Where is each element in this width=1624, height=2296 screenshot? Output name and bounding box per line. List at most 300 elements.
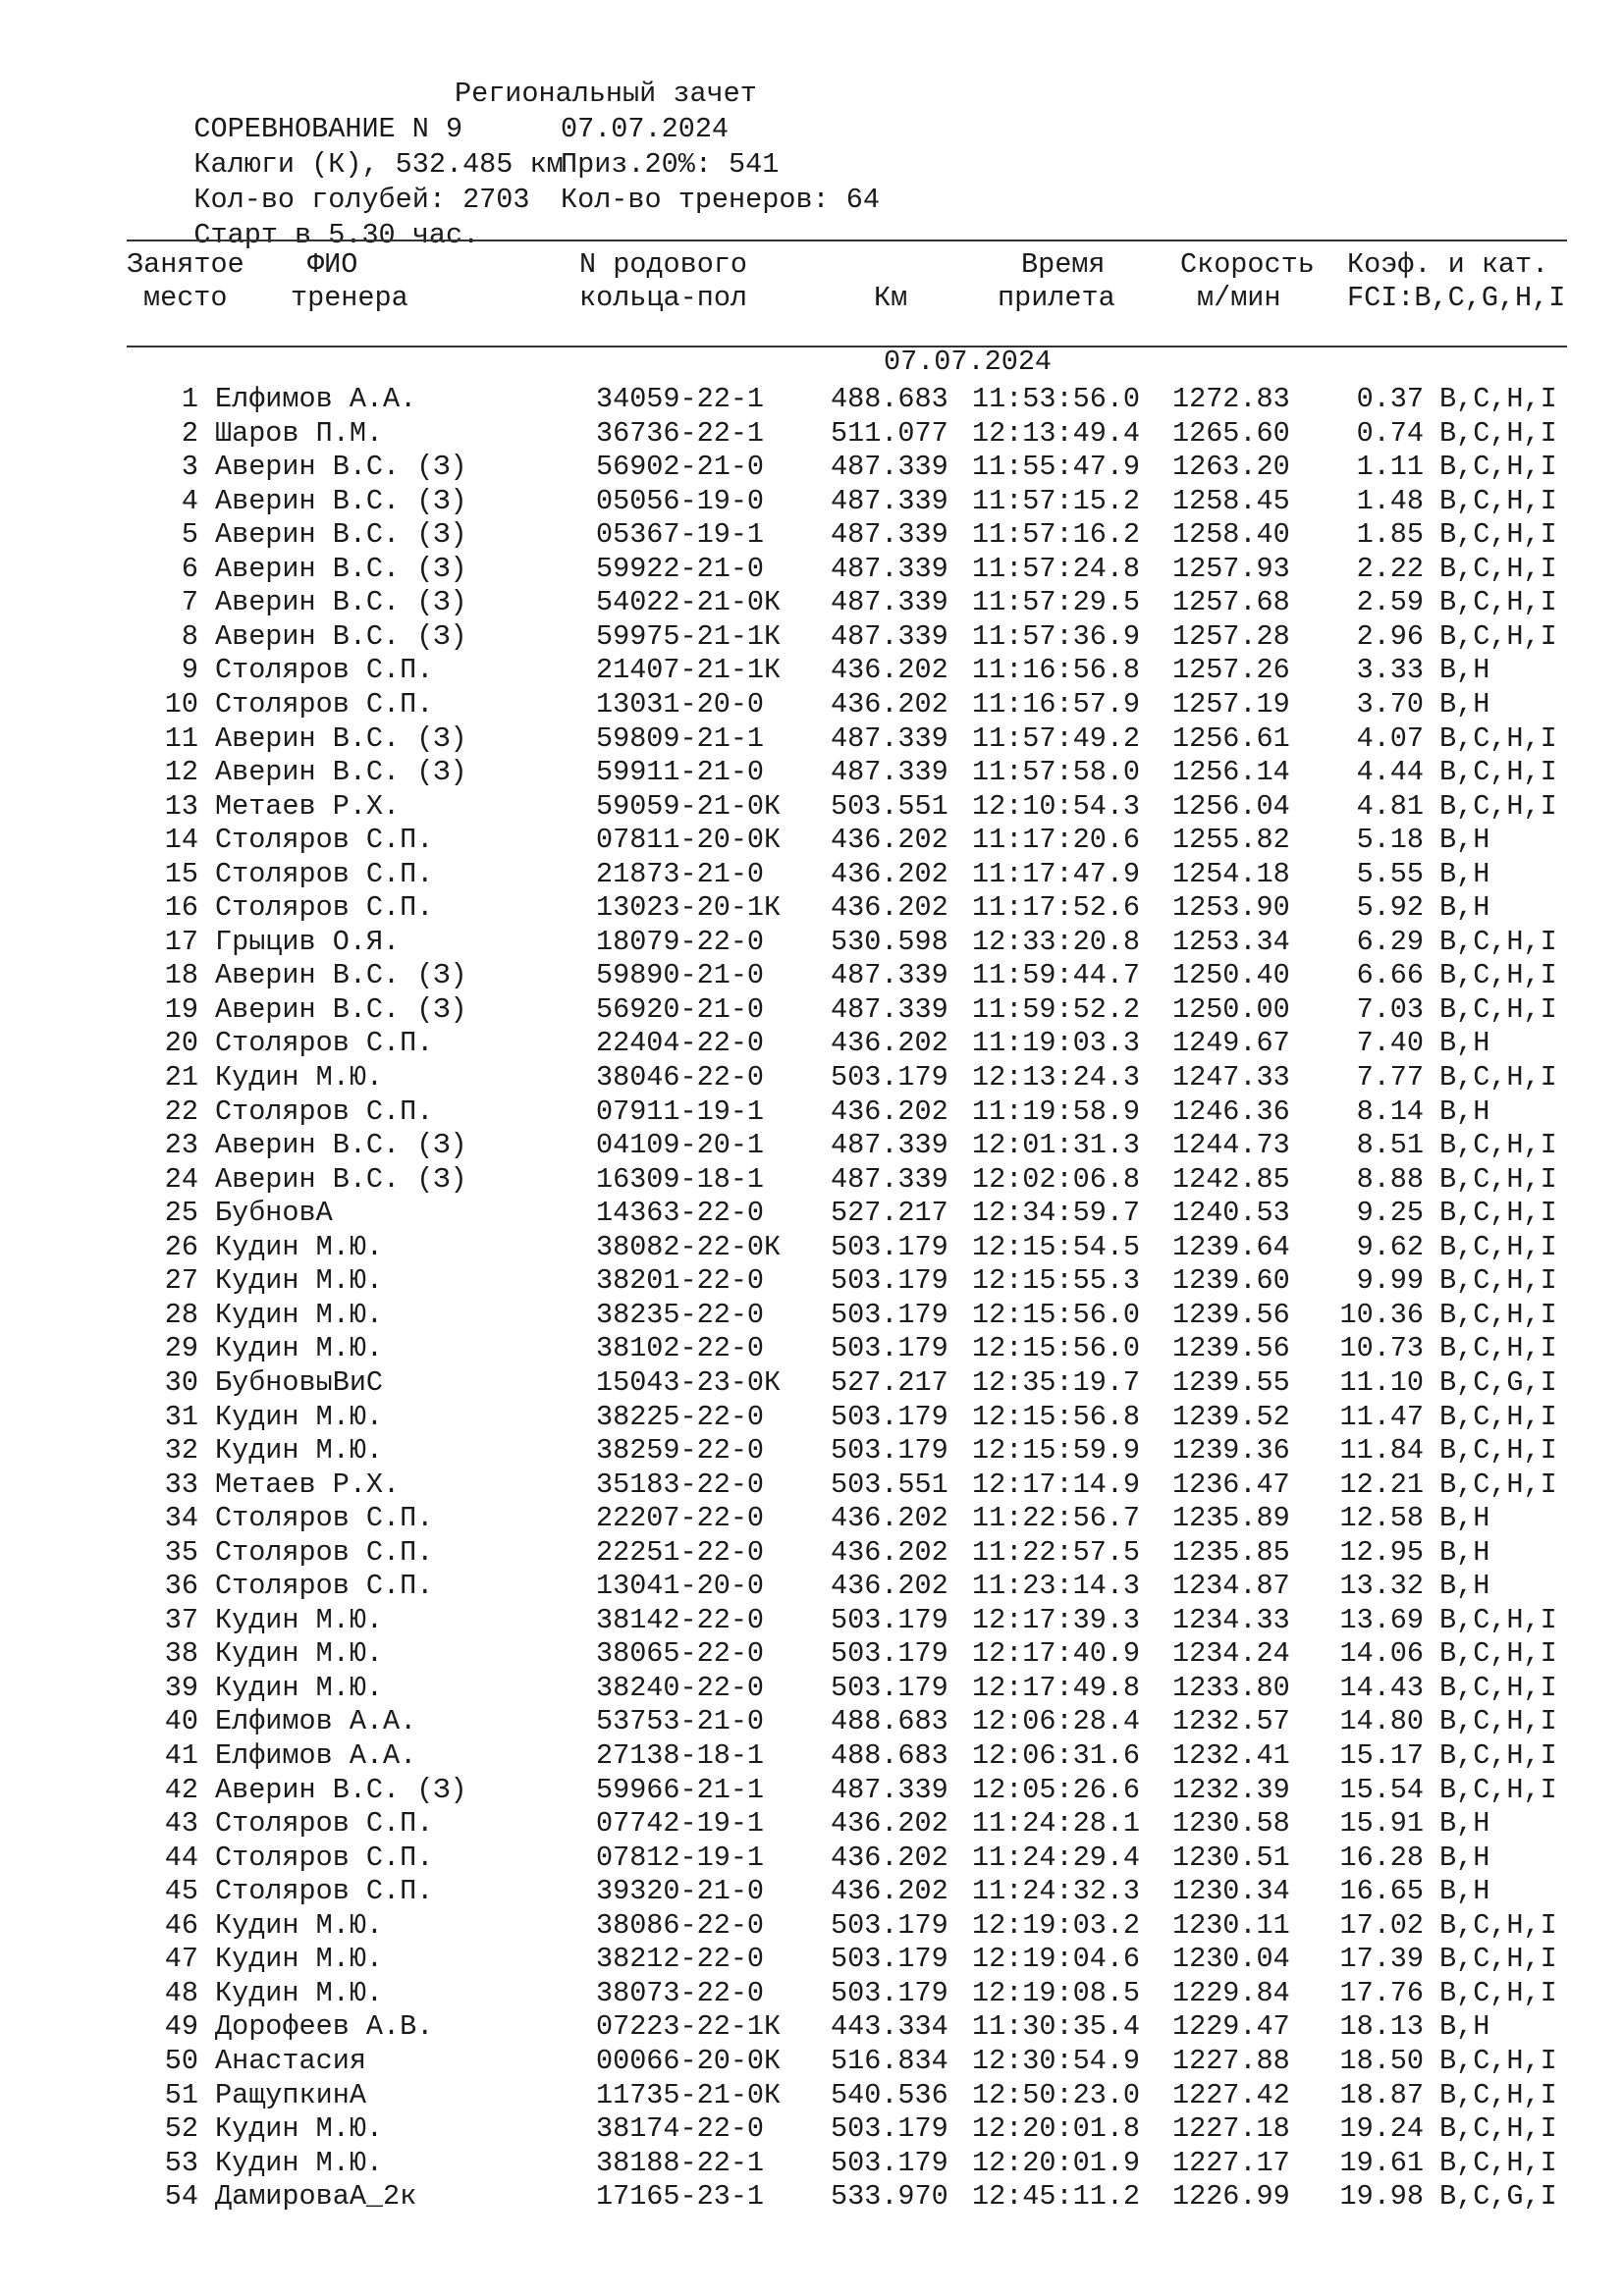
- cell-km: 503.179: [831, 1400, 948, 1433]
- cell-ring: 00066-20-0К: [596, 2044, 782, 2077]
- cell-place: 22: [164, 1095, 198, 1128]
- cell-ring: 38174-22-0: [596, 2112, 765, 2146]
- cell-time: 12:35:19.7: [972, 1365, 1141, 1399]
- cell-speed: 1244.73: [1172, 1129, 1290, 1162]
- cell-time: 12:17:49.8: [972, 1671, 1141, 1704]
- cell-ring: 04109-20-1: [596, 1129, 765, 1162]
- cell-km: 503.179: [831, 1230, 948, 1263]
- table-row: [0, 1842, 1624, 1876]
- cell-speed: 1258.40: [1172, 518, 1290, 552]
- cell-speed: 1258.45: [1172, 484, 1290, 517]
- cell-name: Аверин В.С. (З): [215, 451, 467, 484]
- table-row: [0, 1061, 1624, 1095]
- table-row: [0, 1536, 1624, 1571]
- cell-cat: B,H: [1439, 1095, 1490, 1128]
- cell-coef: 9.25: [1356, 1197, 1424, 1230]
- cell-cat: B,C,H,I: [1439, 1976, 1557, 2009]
- cell-coef: 18.13: [1339, 2010, 1424, 2044]
- cell-place: 11: [164, 721, 198, 755]
- cell-cat: B,C,H,I: [1439, 1162, 1557, 1196]
- cell-time: 11:57:29.5: [972, 586, 1141, 619]
- cell-place: 37: [164, 1603, 198, 1636]
- cell-time: 12:19:04.6: [972, 1943, 1141, 1976]
- col-head-time-1: Время: [1021, 248, 1106, 281]
- cell-name: Столяров С.П.: [215, 1807, 434, 1841]
- cell-ring: 38188-22-1: [596, 2146, 765, 2179]
- cell-coef: 19.98: [1339, 2180, 1424, 2214]
- cell-speed: 1232.41: [1172, 1739, 1290, 1772]
- cell-ring: 16309-18-1: [596, 1162, 765, 1196]
- cell-cat: B,C,H,I: [1439, 416, 1557, 450]
- cell-speed: 1250.40: [1172, 959, 1290, 992]
- cell-name: ДамироваА_2к: [215, 2180, 417, 2214]
- cell-km: 436.202: [831, 1502, 948, 1535]
- cell-cat: B,C,H,I: [1439, 992, 1557, 1026]
- cell-time: 11:16:56.8: [972, 654, 1141, 687]
- cell-time: 11:19:58.9: [972, 1095, 1141, 1128]
- cell-ring: 22207-22-0: [596, 1502, 765, 1535]
- cell-name: Кудин М.Ю.: [215, 1603, 384, 1636]
- cell-name: Столяров С.П.: [215, 1095, 434, 1128]
- cell-name: Шаров П.М.: [215, 416, 384, 450]
- col-head-name-2: тренера: [291, 282, 408, 314]
- cell-place: 32: [164, 1434, 198, 1468]
- cell-name: Аверин В.С. (З): [215, 619, 467, 653]
- cell-time: 12:06:28.4: [972, 1705, 1141, 1738]
- cell-coef: 2.96: [1356, 619, 1424, 653]
- cell-place: 17: [164, 925, 198, 958]
- cell-cat: B,C,H,I: [1439, 959, 1557, 992]
- cell-km: 487.339: [831, 756, 948, 789]
- cell-name: Кудин М.Ю.: [215, 2146, 384, 2179]
- table-row: [0, 2010, 1624, 2045]
- cell-place: 8: [181, 619, 198, 653]
- cell-ring: 56902-21-0: [596, 451, 765, 484]
- cell-speed: 1227.42: [1172, 2078, 1290, 2111]
- cell-speed: 1234.33: [1172, 1603, 1290, 1636]
- table-row: [0, 1570, 1624, 1604]
- col-head-coef-2: FCI:B,C,G,H,I: [1347, 282, 1566, 314]
- table-row: [0, 1943, 1624, 1977]
- table-row: [0, 756, 1624, 790]
- cell-speed: 1253.34: [1172, 925, 1290, 958]
- cell-speed: 1247.33: [1172, 1061, 1290, 1094]
- cell-time: 11:57:36.9: [972, 619, 1141, 653]
- cell-speed: 1235.85: [1172, 1535, 1290, 1569]
- cell-name: Кудин М.Ю.: [215, 1908, 384, 1942]
- col-head-speed-2: м/мин: [1197, 282, 1281, 314]
- top-rule: [127, 240, 1567, 241]
- table-row: [0, 518, 1624, 553]
- cell-km: 487.339: [831, 451, 948, 484]
- table-row: [0, 2112, 1624, 2147]
- table-row: [0, 926, 1624, 960]
- cell-coef: 15.17: [1339, 1739, 1424, 1772]
- cell-cat: B,C,H,I: [1439, 518, 1557, 552]
- cell-km: 533.970: [831, 2180, 948, 2214]
- cell-ring: 17165-23-1: [596, 2180, 765, 2214]
- cell-speed: 1230.51: [1172, 1841, 1290, 1874]
- cell-place: 30: [164, 1365, 198, 1399]
- cell-cat: B,C,H,I: [1439, 383, 1557, 415]
- cell-cat: B,H: [1439, 1027, 1490, 1060]
- cell-name: Аверин В.С. (З): [215, 586, 467, 619]
- cell-name: Столяров С.П.: [215, 1502, 434, 1535]
- cell-ring: 38235-22-0: [596, 1298, 765, 1331]
- cell-coef: 17.02: [1339, 1908, 1424, 1942]
- cell-km: 503.179: [831, 1603, 948, 1636]
- cell-ring: 07223-22-1К: [596, 2010, 782, 2044]
- col-head-place-2: место: [143, 282, 228, 314]
- cell-coef: 14.80: [1339, 1705, 1424, 1738]
- table-row: [0, 1264, 1624, 1299]
- cell-speed: 1230.58: [1172, 1807, 1290, 1841]
- cell-km: 487.339: [831, 992, 948, 1026]
- cell-time: 12:20:01.8: [972, 2112, 1141, 2146]
- cell-name: Дорофеев А.В.: [215, 2010, 434, 2044]
- cell-time: 12:19:08.5: [972, 1976, 1141, 2009]
- col-head-time-2: прилета: [998, 282, 1115, 314]
- cell-ring: 38201-22-0: [596, 1264, 765, 1298]
- cell-speed: 1256.61: [1172, 721, 1290, 755]
- cell-km: 436.202: [831, 1807, 948, 1841]
- cell-speed: 1257.19: [1172, 687, 1290, 721]
- cell-place: 18: [164, 959, 198, 992]
- cell-coef: 19.61: [1339, 2146, 1424, 2179]
- col-head-name-1: ФИО: [307, 248, 358, 281]
- table-row: [0, 1672, 1624, 1706]
- cell-cat: B,C,H,I: [1439, 756, 1557, 789]
- cell-cat: B,C,H,I: [1439, 1773, 1557, 1806]
- cell-speed: 1239.56: [1172, 1298, 1290, 1331]
- cell-ring: 38086-22-0: [596, 1908, 765, 1942]
- cell-place: 7: [181, 586, 198, 619]
- cell-cat: B,C,H,I: [1439, 1705, 1557, 1738]
- cell-cat: B,C,H,I: [1439, 721, 1557, 755]
- cell-time: 12:15:55.3: [972, 1264, 1141, 1298]
- cell-speed: 1265.60: [1172, 416, 1290, 450]
- cell-ring: 34059-22-1: [596, 383, 765, 415]
- cell-coef: 0.37: [1356, 383, 1424, 415]
- cell-km: 436.202: [831, 1841, 948, 1874]
- cell-km: 488.683: [831, 1739, 948, 1772]
- cell-coef: 4.07: [1356, 721, 1424, 755]
- cell-place: 31: [164, 1400, 198, 1433]
- cell-time: 12:06:31.6: [972, 1739, 1141, 1772]
- cell-place: 14: [164, 824, 198, 857]
- cell-coef: 12.58: [1339, 1502, 1424, 1535]
- cell-km: 487.339: [831, 721, 948, 755]
- cell-name: Столяров С.П.: [215, 857, 434, 890]
- cell-km: 527.217: [831, 1197, 948, 1230]
- table-row: [0, 1502, 1624, 1536]
- cell-speed: 1249.67: [1172, 1027, 1290, 1060]
- cell-time: 11:17:20.6: [972, 824, 1141, 857]
- cell-name: Кудин М.Ю.: [215, 1061, 384, 1094]
- cell-speed: 1250.00: [1172, 992, 1290, 1026]
- cell-name: Столяров С.П.: [215, 1535, 434, 1569]
- cell-name: Кудин М.Ю.: [215, 2112, 384, 2146]
- cell-speed: 1239.52: [1172, 1400, 1290, 1433]
- cell-speed: 1256.14: [1172, 756, 1290, 789]
- cell-coef: 6.66: [1356, 959, 1424, 992]
- table-row: [0, 1739, 1624, 1774]
- section-date: 07.07.2024: [884, 346, 1053, 378]
- cell-name: Анастасия: [215, 2044, 366, 2077]
- cell-name: Метаев Р.Х.: [215, 1468, 401, 1501]
- cell-name: Метаев Р.Х.: [215, 789, 401, 823]
- cell-km: 436.202: [831, 891, 948, 925]
- cell-speed: 1257.93: [1172, 552, 1290, 585]
- start-time: Старт в 5.30 час.: [193, 219, 480, 251]
- cell-cat: B,H: [1439, 687, 1490, 721]
- cell-time: 12:02:06.8: [972, 1162, 1141, 1196]
- table-row: [0, 1434, 1624, 1468]
- cell-km: 443.334: [831, 2010, 948, 2044]
- cell-time: 12:15:59.9: [972, 1434, 1141, 1468]
- cell-cat: B,C,G,I: [1439, 1365, 1557, 1399]
- cell-speed: 1253.90: [1172, 891, 1290, 925]
- cell-ring: 05367-19-1: [596, 518, 765, 552]
- table-row: [0, 586, 1624, 620]
- cell-ring: 38046-22-0: [596, 1061, 765, 1094]
- cell-coef: 11.84: [1339, 1434, 1424, 1468]
- cell-km: 436.202: [831, 1875, 948, 1908]
- table-row: [0, 790, 1624, 825]
- cell-place: 9: [181, 654, 198, 687]
- cell-cat: B,C,H,I: [1439, 1129, 1557, 1162]
- cell-time: 11:23:14.3: [972, 1570, 1141, 1603]
- cell-km: 503.179: [831, 2112, 948, 2146]
- cell-name: Кудин М.Ю.: [215, 1264, 384, 1298]
- table-row: [0, 959, 1624, 993]
- cell-place: 54: [164, 2180, 198, 2214]
- cell-speed: 1232.39: [1172, 1773, 1290, 1806]
- cell-coef: 10.36: [1339, 1298, 1424, 1331]
- cell-coef: 12.21: [1339, 1468, 1424, 1501]
- cell-speed: 1242.85: [1172, 1162, 1290, 1196]
- cell-place: 41: [164, 1739, 198, 1772]
- cell-time: 12:45:11.2: [972, 2180, 1141, 2214]
- cell-cat: B,H: [1439, 824, 1490, 857]
- cell-time: 12:15:54.5: [972, 1230, 1141, 1263]
- cell-coef: 9.99: [1356, 1264, 1424, 1298]
- cell-ring: 13023-20-1К: [596, 891, 782, 925]
- cell-time: 12:33:20.8: [972, 925, 1141, 958]
- cell-coef: 18.50: [1339, 2044, 1424, 2077]
- table-row: [0, 1332, 1624, 1366]
- cell-coef: 8.88: [1356, 1162, 1424, 1196]
- cell-place: 38: [164, 1637, 198, 1671]
- cell-time: 11:19:03.3: [972, 1027, 1141, 1060]
- col-head-ring-2: кольца-пол: [579, 282, 748, 314]
- cell-cat: B,H: [1439, 1841, 1490, 1874]
- cell-speed: 1256.04: [1172, 789, 1290, 823]
- cell-ring: 59809-21-1: [596, 721, 765, 755]
- cell-speed: 1240.53: [1172, 1197, 1290, 1230]
- cell-name: Аверин В.С. (З): [215, 518, 467, 552]
- cell-ring: 07811-20-0К: [596, 824, 782, 857]
- cell-coef: 5.55: [1356, 857, 1424, 890]
- table-row: [0, 688, 1624, 722]
- cell-time: 11:22:56.7: [972, 1502, 1141, 1535]
- table-row: [0, 2045, 1624, 2079]
- cell-time: 12:20:01.9: [972, 2146, 1141, 2179]
- table-row: [0, 1909, 1624, 1944]
- cell-km: 487.339: [831, 518, 948, 552]
- cell-speed: 1230.11: [1172, 1908, 1290, 1942]
- cell-place: 16: [164, 891, 198, 925]
- cell-speed: 1233.80: [1172, 1671, 1290, 1704]
- cell-cat: B,C,H,I: [1439, 552, 1557, 585]
- cell-cat: B,H: [1439, 857, 1490, 890]
- cell-cat: B,C,H,I: [1439, 1908, 1557, 1942]
- cell-name: Кудин М.Ю.: [215, 1400, 384, 1433]
- cell-km: 516.834: [831, 2044, 948, 2077]
- cell-name: Столяров С.П.: [215, 1841, 434, 1874]
- header-rule: [127, 346, 1567, 347]
- cell-km: 503.179: [831, 1976, 948, 2009]
- cell-name: Кудин М.Ю.: [215, 1230, 384, 1263]
- cell-name: Аверин В.С. (З): [215, 552, 467, 585]
- cell-place: 36: [164, 1570, 198, 1603]
- cell-name: Кудин М.Ю.: [215, 1976, 384, 2009]
- cell-cat: B,C,H,I: [1439, 1637, 1557, 1671]
- cell-coef: 0.74: [1356, 416, 1424, 450]
- cell-cat: B,H: [1439, 1570, 1490, 1603]
- cell-place: 20: [164, 1027, 198, 1060]
- cell-time: 12:15:56.0: [972, 1298, 1141, 1331]
- cell-time: 11:30:35.4: [972, 2010, 1141, 2044]
- table-row: [0, 1468, 1624, 1503]
- cell-name: Елфимов А.А.: [215, 1739, 417, 1772]
- cell-coef: 17.39: [1339, 1943, 1424, 1976]
- cell-name: Столяров С.П.: [215, 1027, 434, 1060]
- cell-place: 4: [181, 484, 198, 517]
- cell-cat: B,C,H,I: [1439, 484, 1557, 517]
- cell-speed: 1272.83: [1172, 383, 1290, 415]
- table-row: [0, 383, 1624, 417]
- cell-ring: 38225-22-0: [596, 1400, 765, 1433]
- cell-coef: 8.51: [1356, 1129, 1424, 1162]
- cell-ring: 11735-21-0К: [596, 2078, 782, 2111]
- table-row: [0, 722, 1624, 757]
- cell-speed: 1257.28: [1172, 619, 1290, 653]
- cell-cat: B,C,H,I: [1439, 619, 1557, 653]
- table-row: [0, 1401, 1624, 1435]
- cell-time: 11:57:15.2: [972, 484, 1141, 517]
- cell-km: 436.202: [831, 824, 948, 857]
- cell-speed: 1239.64: [1172, 1230, 1290, 1263]
- cell-speed: 1230.34: [1172, 1875, 1290, 1908]
- cell-place: 27: [164, 1264, 198, 1298]
- cell-place: 28: [164, 1298, 198, 1331]
- cell-place: 40: [164, 1705, 198, 1738]
- cell-name: Кудин М.Ю.: [215, 1671, 384, 1704]
- cell-coef: 4.44: [1356, 756, 1424, 789]
- cell-place: 10: [164, 687, 198, 721]
- cell-km: 436.202: [831, 857, 948, 890]
- cell-cat: B,C,H,I: [1439, 1400, 1557, 1433]
- cell-place: 47: [164, 1943, 198, 1976]
- cell-km: 503.551: [831, 789, 948, 823]
- cell-time: 11:57:16.2: [972, 518, 1141, 552]
- cell-time: 11:57:49.2: [972, 721, 1141, 755]
- cell-place: 2: [181, 416, 198, 450]
- table-row: [0, 1163, 1624, 1198]
- cell-ring: 05056-19-0: [596, 484, 765, 517]
- cell-ring: 39320-21-0: [596, 1875, 765, 1908]
- cell-ring: 21407-21-1К: [596, 654, 782, 687]
- cell-place: 48: [164, 1976, 198, 2009]
- cell-time: 11:24:32.3: [972, 1875, 1141, 1908]
- cell-name: Столяров С.П.: [215, 824, 434, 857]
- cell-coef: 2.59: [1356, 586, 1424, 619]
- table-row: [0, 858, 1624, 892]
- cell-time: 11:59:52.2: [972, 992, 1141, 1026]
- cell-speed: 1239.55: [1172, 1365, 1290, 1399]
- cell-name: Кудин М.Ю.: [215, 1434, 384, 1468]
- cell-cat: B,C,H,I: [1439, 1061, 1557, 1094]
- table-row: [0, 1129, 1624, 1163]
- cell-name: Столяров С.П.: [215, 1570, 434, 1603]
- cell-km: 487.339: [831, 586, 948, 619]
- cell-ring: 38240-22-0: [596, 1671, 765, 1704]
- cell-ring: 36736-22-1: [596, 416, 765, 450]
- table-row: [0, 1637, 1624, 1672]
- cell-ring: 21873-21-0: [596, 857, 765, 890]
- cell-time: 11:53:56.0: [972, 383, 1141, 415]
- cell-speed: 1232.57: [1172, 1705, 1290, 1738]
- cell-name: Кудин М.Ю.: [215, 1943, 384, 1976]
- cell-coef: 16.28: [1339, 1841, 1424, 1874]
- table-row: [0, 2147, 1624, 2181]
- cell-time: 12:19:03.2: [972, 1908, 1141, 1942]
- cell-cat: B,C,H,I: [1439, 789, 1557, 823]
- cell-time: 11:57:24.8: [972, 552, 1141, 585]
- cell-time: 12:13:24.3: [972, 1061, 1141, 1094]
- cell-time: 11:55:47.9: [972, 451, 1141, 484]
- cell-km: 503.179: [831, 1671, 948, 1704]
- table-row: [0, 993, 1624, 1028]
- cell-coef: 9.62: [1356, 1230, 1424, 1263]
- cell-speed: 1236.47: [1172, 1468, 1290, 1501]
- cell-km: 436.202: [831, 1570, 948, 1603]
- cell-coef: 3.70: [1356, 687, 1424, 721]
- cell-speed: 1263.20: [1172, 451, 1290, 484]
- cell-name: Аверин В.С. (З): [215, 992, 467, 1026]
- table-row: [0, 485, 1624, 519]
- cell-coef: 14.06: [1339, 1637, 1424, 1671]
- table-row: [0, 1231, 1624, 1265]
- cell-cat: B,C,H,I: [1439, 1332, 1557, 1365]
- cell-place: 53: [164, 2146, 198, 2179]
- cell-place: 42: [164, 1773, 198, 1806]
- cell-km: 540.536: [831, 2078, 948, 2111]
- table-row: [0, 1366, 1624, 1401]
- cell-cat: B,C,H,I: [1439, 2146, 1557, 2179]
- cell-ring: 07742-19-1: [596, 1807, 765, 1841]
- cell-name: Аверин В.С. (З): [215, 959, 467, 992]
- cell-cat: B,H: [1439, 1807, 1490, 1841]
- cell-speed: 1246.36: [1172, 1095, 1290, 1128]
- cell-ring: 27138-18-1: [596, 1739, 765, 1772]
- cell-ring: 38259-22-0: [596, 1434, 765, 1468]
- cell-cat: B,C,H,I: [1439, 1468, 1557, 1501]
- cell-coef: 2.22: [1356, 552, 1424, 585]
- event-name: Региональный зачет: [455, 78, 757, 110]
- cell-coef: 19.24: [1339, 2112, 1424, 2146]
